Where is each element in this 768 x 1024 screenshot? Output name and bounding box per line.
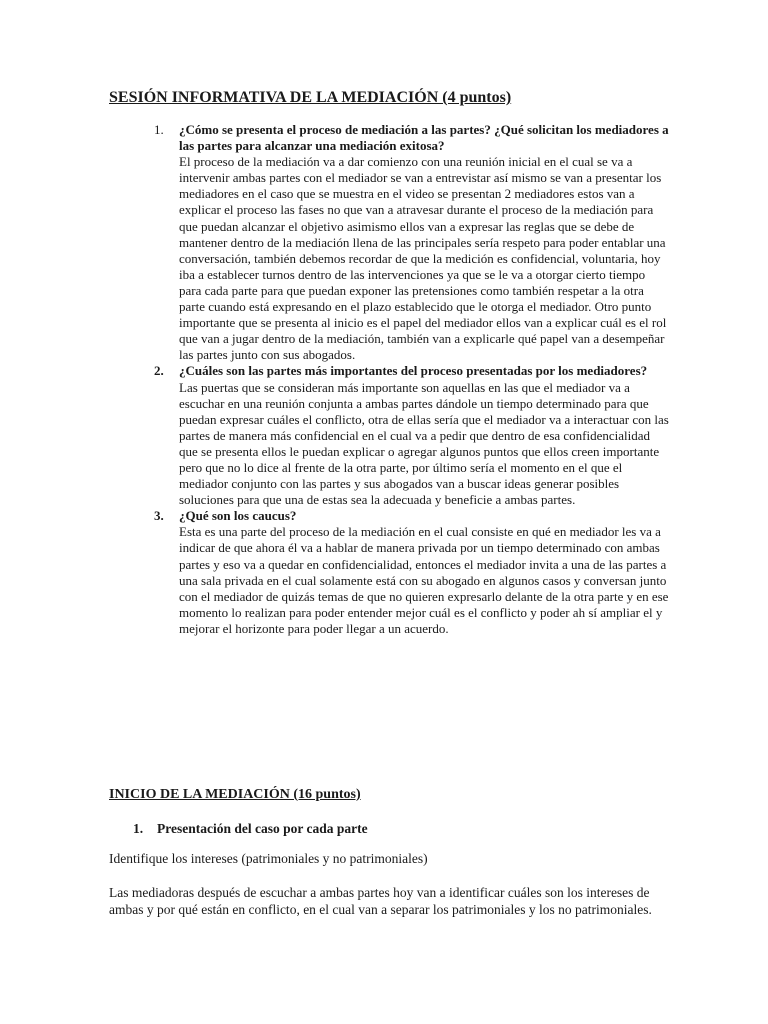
question-number: 3. [154, 508, 164, 524]
section-title-sesion-informativa: SESIÓN INFORMATIVA DE LA MEDIACIÓN (4 puntos) [109, 89, 512, 106]
subheading-text: Presentación del caso por cada parte [157, 821, 368, 836]
question-text: ¿Cuáles son las partes más importantes del proceso presentadas por los mediadores? [179, 363, 648, 379]
question-text: ¿Cómo se presenta el proceso de mediación a las partes? ¿Qué solicitan los mediadores a las partes para alcanzar una mediación exitosa? [179, 122, 669, 154]
subheading [133, 820, 368, 837]
question-text: ¿Qué son los caucus? [179, 508, 297, 524]
answer-text: Esta es una parte del proceso de la mediación en el cual consiste en qué en mediador les va a indicar de que ahora él va a hablar de manera privada por un tiempo determinado con ambas partes y eso va a quedar en confidencialidad, entonces el mediador invita a una de las partes a una sala privada en el cual solamente está con su abogado en algunos casos y conversan junto con el mediador de quizás temas de que no quieren expresarlo delante de la otra parte y en ese momento lo realizan para poder entender mejor cuál es el conflicto y poder ah sí ampliar el y mejorar el horizonte para poder llegar a un acuerdo. [179, 524, 669, 636]
question-item-1 [150, 122, 670, 363]
question-number: 2. [154, 363, 164, 379]
answer-text: El proceso de la mediación va a dar comienzo con una reunión inicial en el cual se va a intervenir ambas partes con el mediador se van a entrevistar así mismo se van a presentar los mediadores en el caso que se muestra en el video se presentan 2 mediadores estos van a explicar el proceso las fases no que van a atravesar durante el proceso de la mediación para que puedan alcanzar el objetivo asimismo ellos van a expresar las reglas que se debe de mantener dentro de la mediación llena de las principales sería respeto para poder entablar una conversación, también debemos recordar de que la medición es confidencial, voluntaria, hoy iba a establecer turnos dentro de las intervenciones ya que se le va a otorgar cierto tiempo para cada parte para que puedan exponer las pretensiones como también respetar a la otra parte cuando está expresando en el plazo establecido que le otorga el mediador. Otro punto importante que se presenta al inicio es el papel del mediador ellos van a explicar cuál es el rol que van a jugar dentro de la mediación, también van a explicarle qué papel van a desempeñar las partes junto con sus abogados. [179, 154, 667, 363]
subheading-number: 1. [133, 821, 144, 836]
question-item-3 [150, 508, 670, 637]
answer-text: Las puertas que se consideran más importante son aquellas en las que el mediador va a escuchar en una reunión conjunta a ambas partes dándole un tiempo determinado para que puedan expresar cuáles el conflicto, otra de ellas sería que el mediador va a interactuar con las partes de manera más confidencial en el cual va a pedir que dentro de esa confidencialidad que se presenta ellos le puedan explicar o agregar algunos puntos que ellos creen importante pero que no lo dice al frente de la otra parte, por último sería el momento en el que el mediador conjunto con las partes y sus abogados van a buscar ideas generar posibles soluciones para que una de estas sea la adecuada y beneficie a ambas partes. [179, 379, 669, 508]
paragraph-intereses: Identifique los intereses (patrimoniales y no patrimoniales) [109, 851, 428, 866]
section-title-inicio-mediacion: INICIO DE LA MEDIACIÓN (16 puntos) [109, 787, 361, 802]
question-item-2 [150, 363, 670, 508]
question-number: 1. [154, 122, 164, 137]
question-list [150, 122, 670, 637]
paragraph-mediadoras: Las mediadoras después de escuchar a ambas partes hoy van a identificar cuáles son los intereses de ambas y por qué están en conflicto, en el cual van a separar los patrimoniales y los no patrimoniales. [109, 885, 652, 917]
